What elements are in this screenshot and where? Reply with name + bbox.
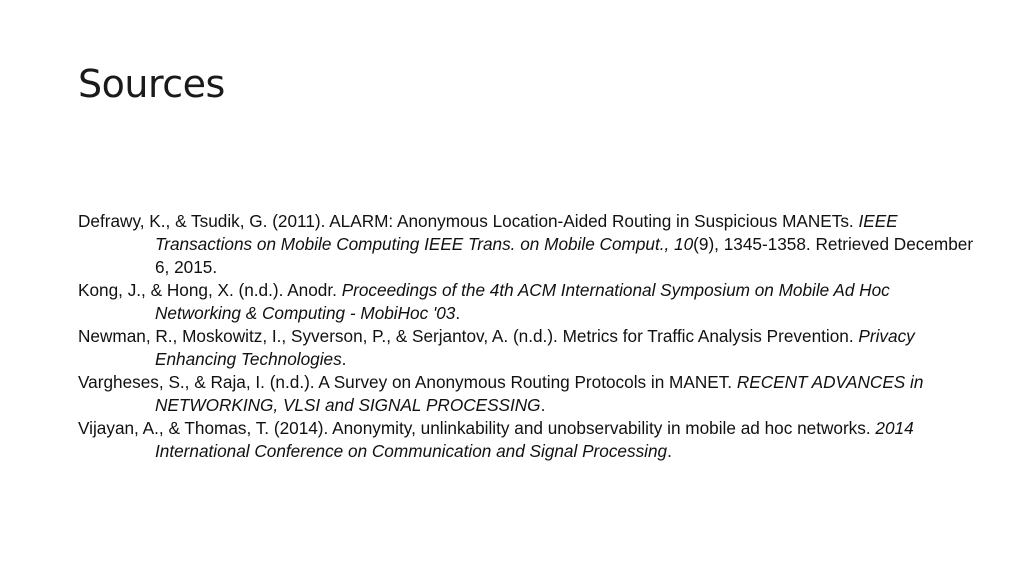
reference-text: Defrawy, K., & Tsudik, G. (2011). ALARM: Anonymous Location-Aided Routing in Suspicious MANETs. — [78, 211, 859, 231]
reference-item — [78, 279, 978, 325]
reference-text: Kong, J., & Hong, X. (n.d.). Anodr. — [78, 280, 342, 300]
reference-item — [78, 417, 978, 463]
reference-text-end: . — [455, 303, 461, 323]
reference-source-italic: 2014 International Conference on Communication and Signal Processing — [155, 418, 914, 461]
reference-source-italic: Proceedings of the 4th ACM International Symposium on Mobile Ad Hoc Networking & Computing - MobiHoc '03 — [155, 280, 890, 323]
reference-item — [78, 371, 978, 417]
reference-text-end: . — [341, 349, 347, 369]
reference-source-italic: RECENT ADVANCES in NETWORKING, VLSI and SIGNAL PROCESSING — [155, 372, 924, 415]
reference-item — [78, 325, 978, 371]
reference-item — [78, 210, 978, 279]
reference-text: Vijayan, A., & Thomas, T. (2014). Anonymity, unlinkability and unobservability in mobile ad hoc networks. — [78, 418, 876, 438]
reference-source-italic: Privacy Enhancing Technologies — [155, 326, 915, 369]
reference-source-italic: IEEE Transactions on Mobile Computing IEEE Trans. on Mobile Comput., 10 — [155, 211, 898, 254]
reference-text: Newman, R., Moskowitz, I., Syverson, P., & Serjantov, A. (n.d.). Metrics for Traffic Analysis Prevention. — [78, 326, 859, 346]
reference-text-end: . — [667, 441, 672, 461]
reference-text-end: . — [540, 395, 546, 415]
reference-text-end: (9), 1345-1358. Retrieved December 6, 2015. — [155, 234, 974, 277]
reference-text: Vargheses, S., & Raja, I. (n.d.). A Survey on Anonymous Routing Protocols in MANET. — [78, 372, 737, 392]
reference-list — [78, 210, 978, 463]
slide-title: Sources — [78, 62, 225, 106]
